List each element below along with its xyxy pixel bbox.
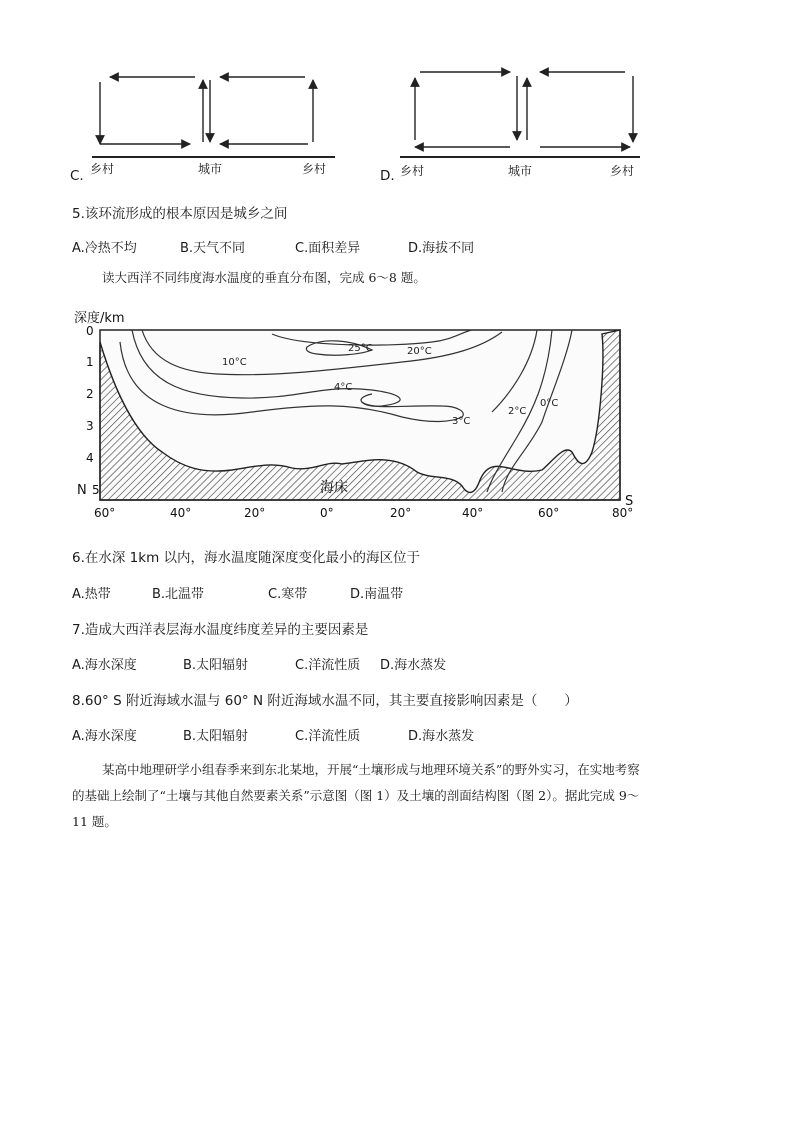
option-c-diagram [92,77,335,157]
option-d-diagram [400,72,640,157]
lat-tick: 40° [462,506,484,520]
q8-option-b: B.太阳辐射 [183,729,249,744]
lat-tick: 20° [244,506,266,520]
lat-tick: 20° [390,506,412,520]
q6-option-c: C.寒带 [268,587,308,602]
question-6-stem: 6.在水深 1km 以内，海水温度随深度变化最小的海区位于 [72,550,421,566]
lat-tick: 60° [94,506,116,520]
q7-option-d: D.海水蒸发 [380,658,447,673]
isotherm-25: 25°C [348,343,373,354]
north-end-label: N [77,483,87,498]
q6-option-a: A.热带 [72,587,111,602]
south-end-label: S [625,494,634,509]
seabed-label: 海床 [320,480,348,496]
isotherm-4: 4°C [334,382,353,393]
question-5-stem: 5.该环流形成的根本原因是城乡之间 [72,206,288,222]
q7-option-b: B.太阳辐射 [183,658,249,673]
q6-option-d: D.南温带 [350,587,404,602]
lat-tick: 60° [538,506,560,520]
depth-axis-label: 深度/km [74,311,125,326]
q8-option-d: D.海水蒸发 [408,729,475,744]
intro-9-11-line-2: 的基础上绘制了“土壤与其他自然要素关系”示意图（图 1）及土壤的剖面结构图（图 2）。据此完成 9～ [72,788,640,803]
option-c-label-left: 乡村 [90,162,115,176]
isotherm-0: 0°C [540,398,559,409]
option-c-letter: C. [70,168,84,184]
circulation-diagrams [70,62,650,187]
intro-9-11-line-1: 某高中地理研学小组春季来到东北某地，开展“土壤形成与地理环境关系”的野外实习，在实地考察 [102,762,640,777]
q8-option-a: A.海水深度 [72,729,137,744]
q7-option-a: A.海水深度 [72,658,137,673]
q5-option-d: D.海拔不同 [408,241,475,256]
q8-option-c: C.洋流性质 [295,729,361,744]
depth-tick: 5 [92,483,100,497]
intro-9-11 [72,757,732,835]
depth-tick: 4 [86,451,94,465]
depth-ticks [86,324,100,497]
q5-option-c: C.面积差异 [295,241,361,256]
lat-tick: 0° [320,506,334,520]
option-c-label-center: 城市 [198,162,223,176]
option-d-label-center: 城市 [508,164,533,178]
intro-9-11-line-3: 11 题。 [72,814,117,829]
isotherm-20: 20°C [407,346,432,357]
isotherm-2: 2°C [508,406,527,417]
q6-option-b: B.北温带 [152,587,205,602]
question-8-stem: 8.60° S 附近海域水温与 60° N 附近海域水温不同，其主要直接影响因素是（ ） [72,693,578,709]
question-7-stem: 7.造成大西洋表层海水温度纬度差异的主要因素是 [72,622,369,638]
isotherm-10: 10°C [222,357,247,368]
ocean-temperature-chart [72,302,644,524]
option-d-label-left: 乡村 [400,164,425,178]
depth-tick: 3 [86,419,94,433]
isotherm-3: 3°C [452,416,471,427]
lat-tick: 40° [170,506,192,520]
depth-tick: 0 [86,324,94,338]
lat-tick: 80° [612,506,634,520]
option-d-letter: D. [380,168,395,184]
depth-tick: 2 [86,387,94,401]
q5-option-a: A.冷热不均 [72,241,137,256]
latitude-ticks [94,506,633,520]
option-c-label-right: 乡村 [302,162,327,176]
intro-6-8: 读大西洋不同纬度海水温度的垂直分布图，完成 6～8 题。 [102,270,426,285]
q5-option-b: B.天气不同 [180,241,246,256]
option-d-label-right: 乡村 [610,164,635,178]
depth-tick: 1 [86,355,94,369]
q7-option-c: C.洋流性质 [295,658,361,673]
